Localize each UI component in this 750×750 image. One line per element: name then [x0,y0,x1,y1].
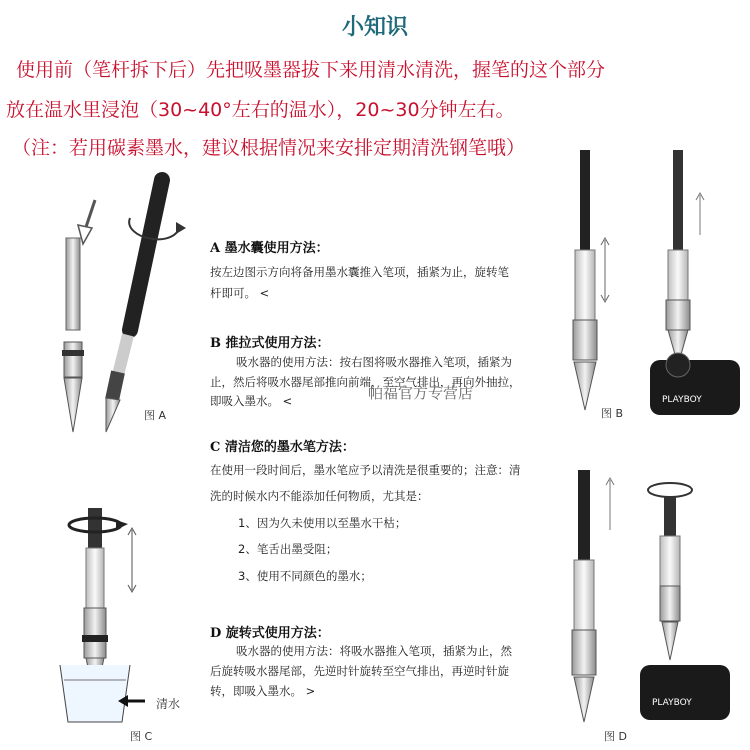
water-label: 清水 [156,697,181,711]
page-title: 小知识 [341,15,408,40]
watermark: 帕福官方专营店 [368,384,474,402]
figure-c [60,508,145,722]
pen-barrel [130,180,162,330]
figure-b [573,150,740,415]
converter [575,250,595,320]
svg-text:PLAYBOY: PLAYBOY [662,395,702,405]
section-c-item-3: 3、使用不同颜色的墨水； [238,569,372,583]
section-c-line-1: 在使用一段时间后，墨水笔应予以清洗是很重要的；注意：清 [210,463,521,477]
ink-cartridge [66,238,80,330]
section-c-item-1: 1、因为久未使用以至墨水干枯； [238,516,407,530]
section-a-line-1: 按左边图示方向将备用墨水囊推入笔项，插紧为止，旋转笔 [210,265,509,279]
figure-a [62,180,186,432]
figure-d [572,470,730,722]
section-b-heading: B 推拉式使用方法： [210,336,330,351]
caption-figure-a: 图 A [144,409,167,422]
ink-bottle [640,665,730,720]
intro-line-1: 使用前（笔杆拆下后）先把吸墨器拔下来用清水清洗，握笔的这个部分 [16,59,606,81]
section-c-line-2: 洗的时候水内不能添加任何物质，尤其是： [210,489,429,503]
svg-text:PLAYBOY: PLAYBOY [652,698,692,708]
rotate-arrow-icon [648,483,692,497]
caption-figure-c: 图 C [130,730,153,743]
section-a-heading: A 墨水囊使用方法： [210,241,329,256]
section-c-heading: C 清洁您的墨水笔方法： [210,440,355,455]
ink-bottle [650,360,740,415]
section-d-line-3: 转，即吸入墨水。 > [210,684,316,698]
section-b-line-1: 吸水器的使用方法：按右图将吸水器推入笔项，插紧为 [236,355,512,369]
down-arrow-icon [85,200,95,230]
section-d-line-2: 后旋转吸水器尾部，先逆时针旋转至空气排出，再逆时针旋 [210,664,509,678]
caption-figure-b: 图 B [601,407,624,420]
section-d-heading: D 旋转式使用方法： [210,626,330,641]
water-cup [60,665,130,722]
section-b-line-2: 止，然后将吸水器尾部推向前端，至空气排出，再向外抽拉， [210,375,521,389]
nib [64,378,82,432]
intro-line-3: （注：若用碳素墨水，建议根据情况来安排定期清洗钢笔哦） [12,137,526,159]
intro-line-2: 放在温水里浸泡（30~40°左右的温水），20~30分钟左右。 [6,99,515,121]
caption-figure-d: 图 D [604,730,627,743]
section-a-line-2: 杆即可。 < [210,286,270,300]
section-b-line-3: 即吸入墨水。 < [210,394,293,408]
section-d-line-1: 吸水器的使用方法：将吸水器推入笔项，插紧为止，然 [236,644,512,658]
section-c-item-2: 2、笔舌出墨受阻； [238,542,338,556]
